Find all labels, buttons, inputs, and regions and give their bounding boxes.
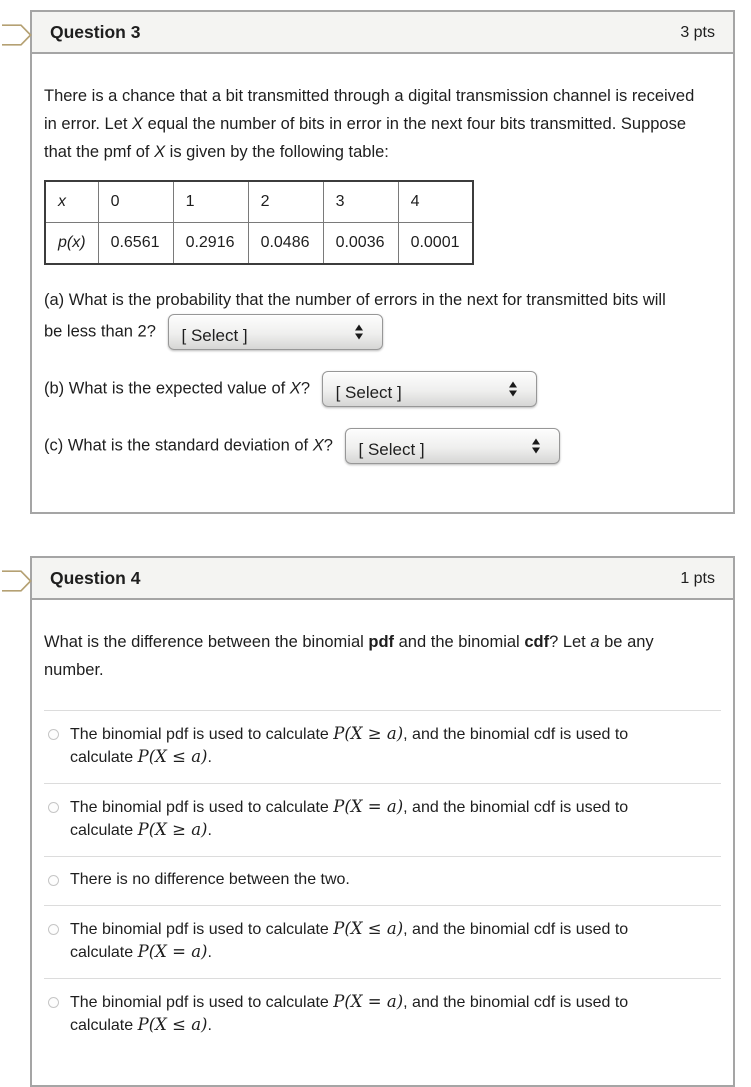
select-arrows-icon xyxy=(509,382,518,397)
question-4-body xyxy=(32,600,733,1085)
answer-option-2[interactable] xyxy=(44,783,721,856)
question-4-box xyxy=(30,556,735,1087)
question-4-points: 1 pts xyxy=(680,569,715,587)
part-a xyxy=(44,286,721,350)
flag-question-icon[interactable] xyxy=(2,24,32,46)
pmf-px-value: 0.6561 xyxy=(98,223,173,265)
pmf-table-row-px xyxy=(45,223,473,265)
part-b-select-value: [ Select ] xyxy=(335,383,402,402)
question-3-body xyxy=(32,54,733,512)
pmf-x-label: x xyxy=(45,181,98,223)
question-3-points: 3 pts xyxy=(680,23,715,41)
part-b xyxy=(44,371,721,407)
option-5-label: The binomial pdf is used to calculate P(X = a), and the binomial cdf is used to calculate P(X ≤ a). xyxy=(70,992,629,1034)
radio-button[interactable] xyxy=(48,729,59,740)
option-2-label: The binomial pdf is used to calculate P(X = a), and the binomial cdf is used to calculate P(X ≥ a). xyxy=(70,797,629,839)
pmf-table xyxy=(44,180,474,265)
pmf-x-value: 4 xyxy=(398,181,473,223)
answer-options xyxy=(44,710,721,1051)
radio-button[interactable] xyxy=(48,875,59,886)
question-4-header xyxy=(32,558,733,600)
select-arrows-icon xyxy=(355,325,364,340)
radio-button[interactable] xyxy=(48,802,59,813)
question-3-header xyxy=(32,12,733,54)
pmf-px-value: 0.2916 xyxy=(173,223,248,265)
select-arrows-icon xyxy=(532,439,541,454)
pmf-table-row-x xyxy=(45,181,473,223)
part-c xyxy=(44,428,721,464)
question-4-text: What is the difference between the binomial pdf and the binomial cdf? Let a be any number. xyxy=(44,633,654,679)
question-3-text: There is a chance that a bit transmitted through a digital transmission channel is received in error. Let X equal the number of bits in error in the next four bits transmitted. Suppose that the pmf of X is given by the following table: xyxy=(44,87,695,161)
pmf-px-value: 0.0486 xyxy=(248,223,323,265)
pmf-x-value: 2 xyxy=(248,181,323,223)
answer-option-1[interactable] xyxy=(44,710,721,783)
option-3-label: There is no difference between the two. xyxy=(70,871,350,888)
pmf-x-value: 1 xyxy=(173,181,248,223)
pmf-px-label: p(x) xyxy=(45,223,98,265)
part-a-select-value: [ Select ] xyxy=(181,326,248,345)
part-c-select-dropdown[interactable] xyxy=(345,428,560,464)
question-4-title: Question 4 xyxy=(50,568,141,588)
option-4-label: The binomial pdf is used to calculate P(X ≤ a), and the binomial cdf is used to calculate P(X = a). xyxy=(70,919,629,961)
part-c-select-value: [ Select ] xyxy=(358,440,425,459)
part-a-select-dropdown[interactable] xyxy=(168,314,383,350)
flag-question-icon[interactable] xyxy=(2,570,32,592)
part-b-text: (b) What is the expected value of X? xyxy=(44,379,315,398)
pmf-px-value: 0.0001 xyxy=(398,223,473,265)
question-3-title: Question 3 xyxy=(50,22,141,42)
radio-button[interactable] xyxy=(48,924,59,935)
part-c-text: (c) What is the standard deviation of X? xyxy=(44,436,338,455)
pmf-px-value: 0.0036 xyxy=(323,223,398,265)
part-b-select-dropdown[interactable] xyxy=(322,371,537,407)
question-3-box xyxy=(30,10,735,514)
pmf-x-value: 3 xyxy=(323,181,398,223)
answer-option-5[interactable] xyxy=(44,978,721,1051)
part-a-text: (a) What is the probability that the number of errors in the next for transmitted bits will be less than 2? xyxy=(44,291,666,341)
radio-button[interactable] xyxy=(48,997,59,1008)
option-1-label: The binomial pdf is used to calculate P(X ≥ a), and the binomial cdf is used to calculate P(X ≤ a). xyxy=(70,724,629,766)
answer-option-3[interactable] xyxy=(44,856,721,905)
pmf-x-value: 0 xyxy=(98,181,173,223)
answer-option-4[interactable] xyxy=(44,905,721,978)
